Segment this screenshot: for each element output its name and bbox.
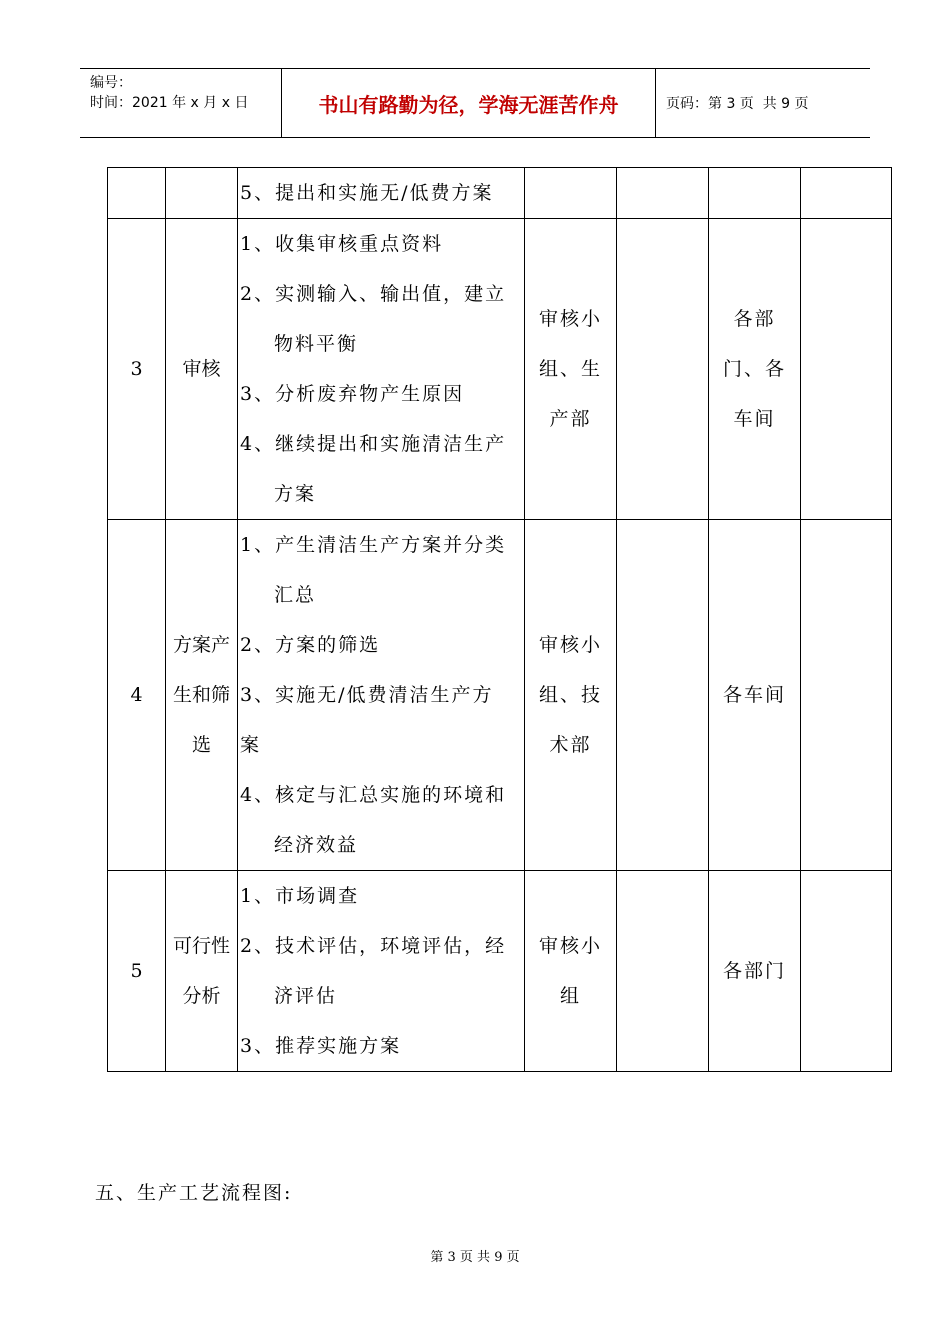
responsible-text: 组 (559, 985, 581, 1007)
task-line: 物料平衡 (274, 333, 359, 355)
table-row (108, 871, 892, 1072)
cell-responsible (525, 871, 617, 1072)
cell-responsible (525, 219, 617, 520)
cell-number: 3 (108, 219, 166, 520)
responsible-text: 审核小 (538, 308, 602, 330)
task-line: 1、收集审核重点资料 (240, 233, 444, 255)
task-line: 1、市场调查 (240, 885, 360, 907)
cell-empty (617, 219, 709, 520)
responsible-text: 组、生 (538, 358, 602, 380)
task-line: 济评估 (274, 985, 338, 1007)
cell-department (709, 168, 801, 219)
cell-empty (801, 168, 892, 219)
task-line: 3、推荐实施方案 (240, 1035, 402, 1057)
cell-tasks (238, 219, 525, 520)
cell-empty (617, 520, 709, 871)
cell-empty (801, 871, 892, 1072)
task-line: 4、核定与汇总实施的环境和 (240, 784, 507, 806)
responsible-text: 组、技 (538, 684, 602, 706)
cell-responsible (525, 168, 617, 219)
cell-empty (617, 168, 709, 219)
task-line: 经济效益 (274, 834, 359, 856)
cell-tasks (238, 168, 525, 219)
cell-department (709, 520, 801, 871)
stage-text: 生和筛 (172, 684, 230, 706)
cell-empty (801, 520, 892, 871)
date-label: 时间：2021 年 x 月 x 日 (90, 95, 249, 111)
department-text: 门、各 (722, 358, 786, 380)
department-text: 各部 (733, 308, 776, 330)
footer-page-number: 第 3 页 共 9 页 (430, 1250, 520, 1265)
page-header (80, 68, 870, 138)
stage-text: 可行性 (172, 935, 230, 957)
responsible-text: 术部 (549, 734, 592, 756)
task-line: 方案 (274, 483, 317, 505)
task-line: 案 (240, 734, 262, 756)
task-line: 1、产生清洁生产方案并分类 (240, 534, 507, 556)
stage-text: 审核 (182, 358, 221, 380)
table-row (108, 168, 892, 219)
page-footer (0, 1246, 950, 1265)
page-label: 页码：第 3 页 共 9 页 (666, 96, 809, 112)
section-heading: 五、生产工艺流程图: (95, 1182, 293, 1204)
cell-department (709, 871, 801, 1072)
department-text: 车间 (733, 408, 776, 430)
responsible-text: 审核小 (538, 634, 602, 656)
cell-stage (166, 168, 238, 219)
header-left-cell (80, 69, 282, 137)
cell-number: 5 (108, 871, 166, 1072)
doc-number-label: 编号： (90, 75, 132, 91)
cell-stage (166, 871, 238, 1072)
table-row (108, 219, 892, 520)
stage-text: 选 (191, 734, 211, 756)
stage-text: 分析 (182, 985, 221, 1007)
audit-plan-table (107, 167, 892, 1072)
cell-responsible (525, 520, 617, 871)
task-line: 2、技术评估，环境评估，经 (240, 935, 507, 957)
cell-number (108, 168, 166, 219)
task-line: 3、实施无/低费清洁生产方 (240, 684, 494, 706)
cell-stage (166, 219, 238, 520)
stage-text: 方案产 (172, 634, 230, 656)
cell-number: 4 (108, 520, 166, 871)
task-line: 汇总 (274, 584, 317, 606)
cell-tasks (238, 520, 525, 871)
table-row (108, 520, 892, 871)
cell-stage (166, 520, 238, 871)
department-text: 各部门 (722, 960, 786, 982)
task-line: 5、提出和实施无/低费方案 (240, 182, 494, 204)
responsible-text: 产部 (549, 408, 592, 430)
task-line: 2、方案的筛选 (240, 634, 381, 656)
cell-department (709, 219, 801, 520)
cell-empty (801, 219, 892, 520)
cell-tasks (238, 871, 525, 1072)
header-page-cell (656, 69, 870, 137)
task-line: 2、实测输入、输出值，建立 (240, 283, 507, 305)
cell-empty (617, 871, 709, 1072)
header-motto: 书山有路勤为径，学海无涯苦作舟 (282, 69, 656, 137)
responsible-text: 审核小 (538, 935, 602, 957)
task-line: 3、分析废弃物产生原因 (240, 383, 465, 405)
task-line: 4、继续提出和实施清洁生产 (240, 433, 507, 455)
department-text: 各车间 (722, 684, 786, 706)
